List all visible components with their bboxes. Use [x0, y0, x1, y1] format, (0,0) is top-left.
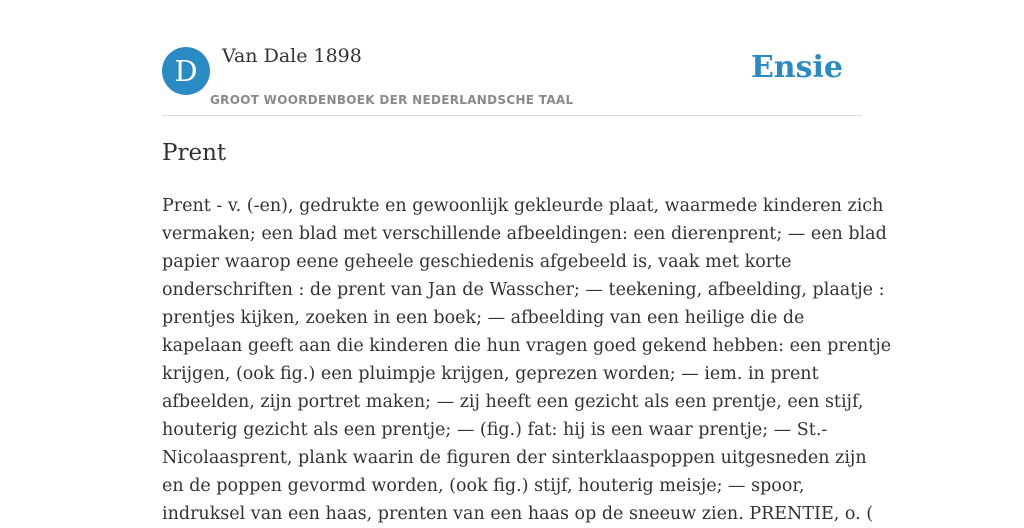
dictionary-title[interactable]: Van Dale 1898 [222, 45, 362, 67]
dictionary-subtitle: GROOT WOORDENBOEK DER NEDERLANDSCHE TAAL [210, 93, 574, 107]
entry-headword: Prent [162, 140, 227, 166]
dictionary-header [162, 0, 862, 116]
entry-definition [162, 192, 892, 528]
definition-line: prentjes kijken, zoeken in een boek; — afbeelding van een heilige die de [162, 308, 805, 328]
definition-line: papier waarop eene geheele geschiedenis afgebeeld is, vaak met korte [162, 252, 792, 272]
definition-line: houterig gezicht als een prentje; — (fig.) fat: hij is een waar prentje; — St.- [162, 420, 828, 440]
definition-line: onderschriften : de prent van Jan de Wasscher; — teekening, afbeelding, plaatje : [162, 280, 885, 300]
definition-line: kapelaan geeft aan die kinderen die hun vragen goed gekend hebben: een prentje [162, 336, 892, 356]
definition-line: vermaken; een blad met verschillende afbeeldingen: een dierenprent; — een blad [162, 224, 887, 244]
dictionary-avatar[interactable]: D [162, 47, 210, 95]
definition-line: Prent - v. (-en), gedrukte en gewoonlijk gekleurde plaat, waarmede kinderen zich [162, 196, 884, 216]
definition-line: en de poppen gevormd worden, (ook fig.) stijf, houterig meisje; — spoor, [162, 476, 805, 496]
definition-line: afbeelden, zijn portret maken; — zij heeft een gezicht als een prentje, een stijf, [162, 392, 864, 412]
definition-line: indruksel van een haas, prenten van een haas op de sneeuw zien. PRENTIE, o. ( [162, 504, 874, 524]
definition-line: krijgen, (ook fig.) een pluimpje krijgen, geprezen worden; — iem. in prent [162, 364, 819, 384]
definition-line: Nicolaasprent, plank waarin de figuren der sinterklaaspoppen uitgesneden zijn [162, 448, 867, 468]
ensie-logo-link[interactable]: Ensie [750, 50, 843, 85]
